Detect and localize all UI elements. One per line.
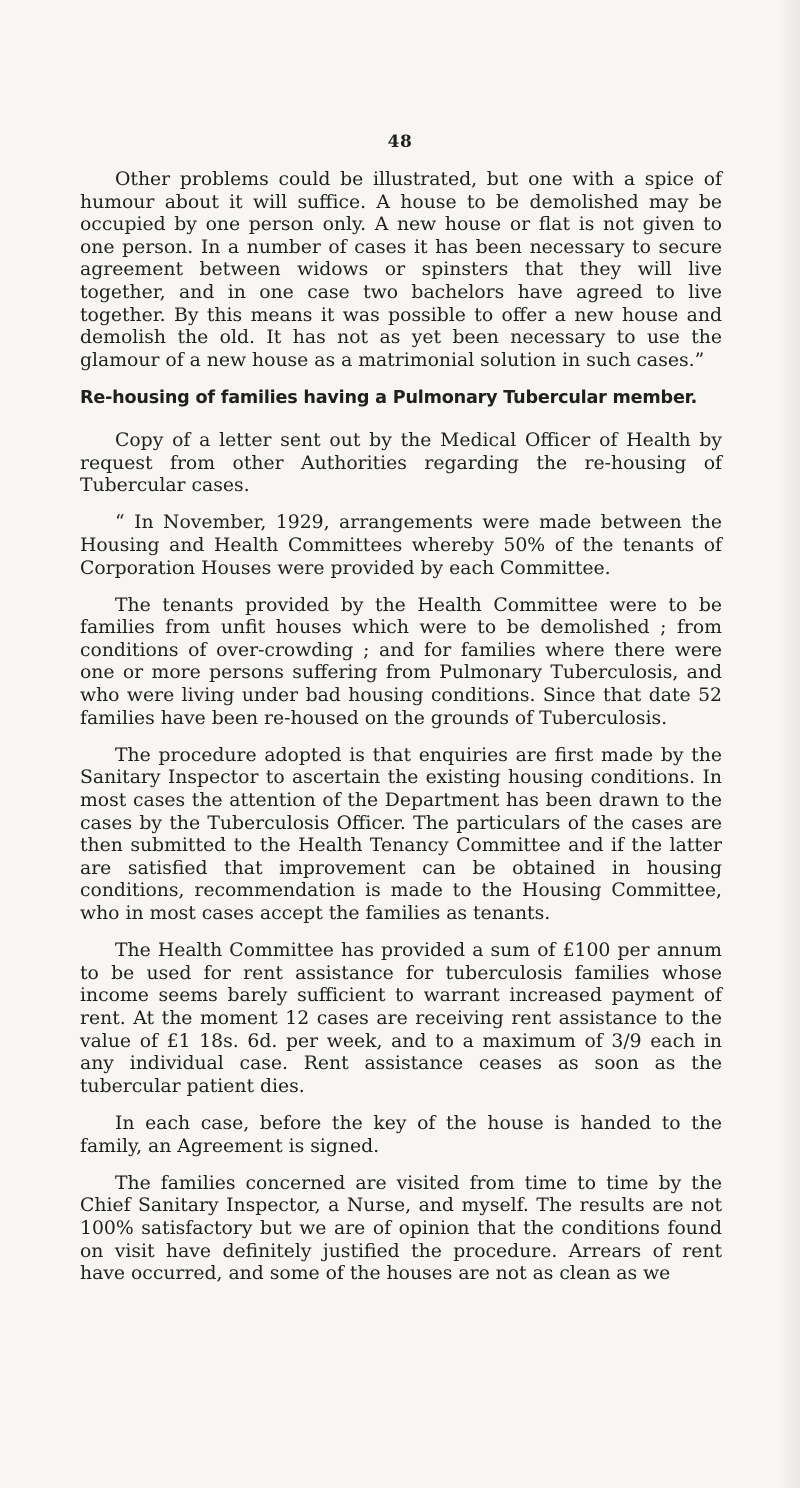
paragraph-procedure: The procedure adopted is that enquiries are first made by the Sanitary Inspector to ascertain the existing housing conditions. In most cases the attention of the Department has been drawn to the cases by the Tuberculosis Officer. The particulars of the cases are then submitted to the Health Tenancy Committee and if the latter are satisfied that improvement can be obtained in housing conditions, recommendation is made to the Housing Committee, who in most cases accept the families as tenants.	[80, 744, 722, 924]
paragraph-november-arrangement: “ In November, 1929, arrangements were made between the Housing and Health Committees whereby 50% of the tenants of Corporation Houses were provided by each Committee.	[80, 512, 722, 579]
paragraph-tenant-criteria: The tenants provided by the Health Committee were to be families from unfit houses which were to be demolished ; from conditions of over-crowding ; and for families where there were one or more persons suffering from Pulmonary Tuberculosis, and who were living under bad housing conditions. Since that date 52 families have been re-housed on the grounds of Tuberculosis.	[80, 594, 722, 729]
paragraph-letter-copy: Copy of a letter sent out by the Medical Officer of Health by request from other Authorities regarding the re-housing of Tubercular cases.	[80, 429, 722, 497]
paragraph-humour-example: Other problems could be illustrated, but one with a spice of humour about it will suffice. A house to be demolished may be occupied by one person only. A new house or flat is not given to one person. In a number of cases it has been necessary to secure agreement between widows or spinsters that they will live together, and in one case two bachelors have agreed to live together. By this means it was possible to offer a new house and demolish the old. It has not as yet been necessary to use the glamour of a new house as a matrimonial solution in such cases.”	[80, 169, 722, 371]
page-edge-shadow	[778, 0, 800, 1488]
section-heading: Re-housing of families having a Pulmonary Tubercular member.	[80, 387, 698, 408]
paragraph-rent-assistance: The Health Committee has provided a sum of £100 per annum to be used for rent assistance for tuberculosis families whose income seems barely sufficient to warrant increased payment of rent. At the moment 12 cases are receiving rent assistance to the value of £1 18s. 6d. per week, and to a maximum of 3/9 each in any individual case. Rent assistance ceases as soon as the tubercular patient dies.	[80, 940, 722, 1097]
paragraph-visits-results: The families concerned are visited from time to time by the Chief Sanitary Inspector, a Nurse, and myself. The results are not 100% satisfactory but we are of opinion that the conditions found on visit have definitely justified the procedure. Arrears of rent have occurred, and some of the houses are not as clean as we	[80, 1172, 722, 1285]
page-number: 48	[387, 132, 413, 152]
document-body	[80, 169, 722, 1300]
paragraph-agreement: In each case, before the key of the house is handed to the family, an Agreement is signed.	[80, 1112, 722, 1157]
